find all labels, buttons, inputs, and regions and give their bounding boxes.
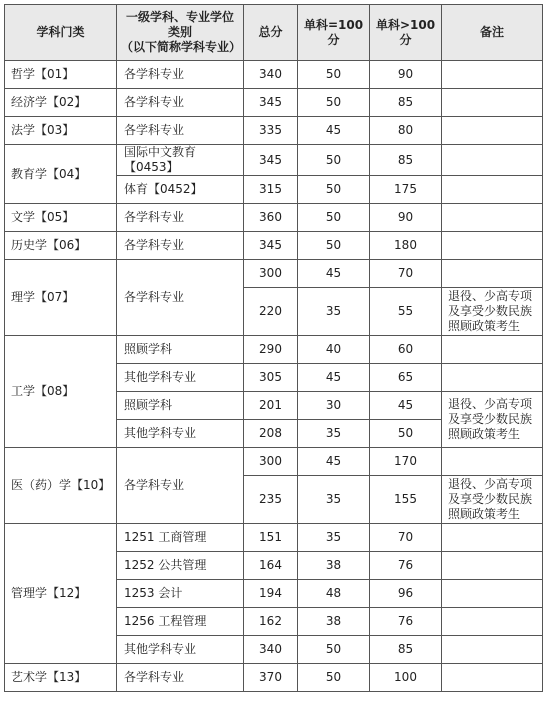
note-cell [442,176,543,204]
note-cell [442,61,543,89]
single-gt100-cell: 175 [370,176,442,204]
single-gt100-cell: 60 [370,336,442,364]
total-cell: 164 [244,552,298,580]
single-gt100-cell: 76 [370,608,442,636]
single-gt100-cell: 180 [370,232,442,260]
type-cell: 各学科专业 [117,664,244,692]
single-gt100-cell: 65 [370,364,442,392]
single-100-cell: 50 [298,89,370,117]
single-100-cell: 30 [298,392,370,420]
table-row [5,145,543,176]
table-row [5,336,543,364]
note-cell [442,260,543,288]
subject-cell: 管理学【12】 [5,524,117,664]
total-cell: 345 [244,232,298,260]
single-100-cell: 35 [298,524,370,552]
note-cell [442,145,543,176]
note-cell [442,524,543,552]
single-gt100-cell: 170 [370,448,442,476]
single-gt100-cell: 90 [370,204,442,232]
total-cell: 340 [244,61,298,89]
single-100-cell: 50 [298,664,370,692]
type-cell: 1253 会计 [117,580,244,608]
table-row [5,117,543,145]
total-cell: 335 [244,117,298,145]
header-subject: 学科门类 [5,5,117,61]
single-100-cell: 45 [298,260,370,288]
single-100-cell: 40 [298,336,370,364]
subject-cell: 教育学【04】 [5,145,117,204]
total-cell: 194 [244,580,298,608]
type-cell: 国际中文教育【0453】 [117,145,244,176]
total-cell: 290 [244,336,298,364]
total-cell: 315 [244,176,298,204]
note-cell [442,204,543,232]
table-row [5,204,543,232]
subject-cell: 历史学【06】 [5,232,117,260]
total-cell: 220 [244,288,298,336]
subject-cell: 法学【03】 [5,117,117,145]
total-cell: 345 [244,145,298,176]
type-cell: 其他学科专业 [117,364,244,392]
single-100-cell: 50 [298,232,370,260]
note-cell [442,89,543,117]
note-cell: 退役、少高专项及享受少数民族照顾政策考生 [442,288,543,336]
single-100-cell: 45 [298,117,370,145]
note-cell [442,608,543,636]
single-gt100-cell: 85 [370,89,442,117]
single-100-cell: 50 [298,145,370,176]
header-total: 总分 [244,5,298,61]
total-cell: 340 [244,636,298,664]
table-row [5,232,543,260]
single-gt100-cell: 100 [370,664,442,692]
score-line-table [4,4,543,692]
header-type [117,5,244,61]
subject-cell: 工学【08】 [5,336,117,448]
single-100-cell: 45 [298,364,370,392]
header-row [5,5,543,61]
subject-cell: 理学【07】 [5,260,117,336]
note-cell [442,117,543,145]
single-100-cell: 45 [298,448,370,476]
subject-cell: 医（药）学【10】 [5,448,117,524]
single-gt100-cell: 85 [370,145,442,176]
note-cell [442,448,543,476]
header-type-line1: 一级学科、专业学位类别 [125,10,234,39]
type-cell: 各学科专业 [117,117,244,145]
total-cell: 360 [244,204,298,232]
note-cell [442,364,543,392]
type-cell: 照顾学科 [117,336,244,364]
header-single-100: 单科=100分 [298,5,370,61]
single-100-cell: 35 [298,288,370,336]
type-cell: 各学科专业 [117,89,244,117]
total-cell: 151 [244,524,298,552]
subject-cell: 哲学【01】 [5,61,117,89]
table-row [5,524,543,552]
subject-cell: 文学【05】 [5,204,117,232]
header-single-gt100: 单科>100分 [370,5,442,61]
type-cell: 各学科专业 [117,204,244,232]
type-cell: 1256 工程管理 [117,608,244,636]
type-cell: 其他学科专业 [117,420,244,448]
type-cell: 各学科专业 [117,232,244,260]
type-cell: 照顾学科 [117,392,244,420]
single-100-cell: 50 [298,636,370,664]
note-cell: 退役、少高专项及享受少数民族照顾政策考生 [442,476,543,524]
total-cell: 345 [244,89,298,117]
total-cell: 300 [244,260,298,288]
note-cell [442,580,543,608]
single-100-cell: 35 [298,476,370,524]
subject-cell: 经济学【02】 [5,89,117,117]
single-100-cell: 38 [298,608,370,636]
single-100-cell: 38 [298,552,370,580]
single-gt100-cell: 85 [370,636,442,664]
table-row [5,664,543,692]
note-cell [442,336,543,364]
note-cell [442,232,543,260]
note-cell: 退役、少高专项及享受少数民族照顾政策考生 [442,392,543,448]
total-cell: 300 [244,448,298,476]
type-cell: 其他学科专业 [117,636,244,664]
single-gt100-cell: 90 [370,61,442,89]
single-100-cell: 50 [298,204,370,232]
single-gt100-cell: 55 [370,288,442,336]
single-gt100-cell: 70 [370,260,442,288]
single-gt100-cell: 76 [370,552,442,580]
table-row [5,89,543,117]
single-100-cell: 50 [298,61,370,89]
table-row [5,260,543,288]
type-cell: 1252 公共管理 [117,552,244,580]
table-row [5,448,543,476]
total-cell: 208 [244,420,298,448]
type-cell: 体育【0452】 [117,176,244,204]
note-cell [442,636,543,664]
total-cell: 201 [244,392,298,420]
table-row [5,61,543,89]
total-cell: 235 [244,476,298,524]
total-cell: 370 [244,664,298,692]
single-gt100-cell: 96 [370,580,442,608]
single-100-cell: 50 [298,176,370,204]
type-cell: 各学科专业 [117,448,244,524]
header-type-line2: （以下简称学科专业） [121,40,242,54]
total-cell: 305 [244,364,298,392]
single-100-cell: 48 [298,580,370,608]
single-gt100-cell: 50 [370,420,442,448]
type-cell: 各学科专业 [117,61,244,89]
type-cell: 各学科专业 [117,260,244,336]
total-cell: 162 [244,608,298,636]
header-note: 备注 [442,5,543,61]
single-gt100-cell: 155 [370,476,442,524]
single-100-cell: 35 [298,420,370,448]
note-cell [442,552,543,580]
single-gt100-cell: 70 [370,524,442,552]
single-gt100-cell: 45 [370,392,442,420]
single-gt100-cell: 80 [370,117,442,145]
subject-cell: 艺术学【13】 [5,664,117,692]
note-cell [442,664,543,692]
type-cell: 1251 工商管理 [117,524,244,552]
